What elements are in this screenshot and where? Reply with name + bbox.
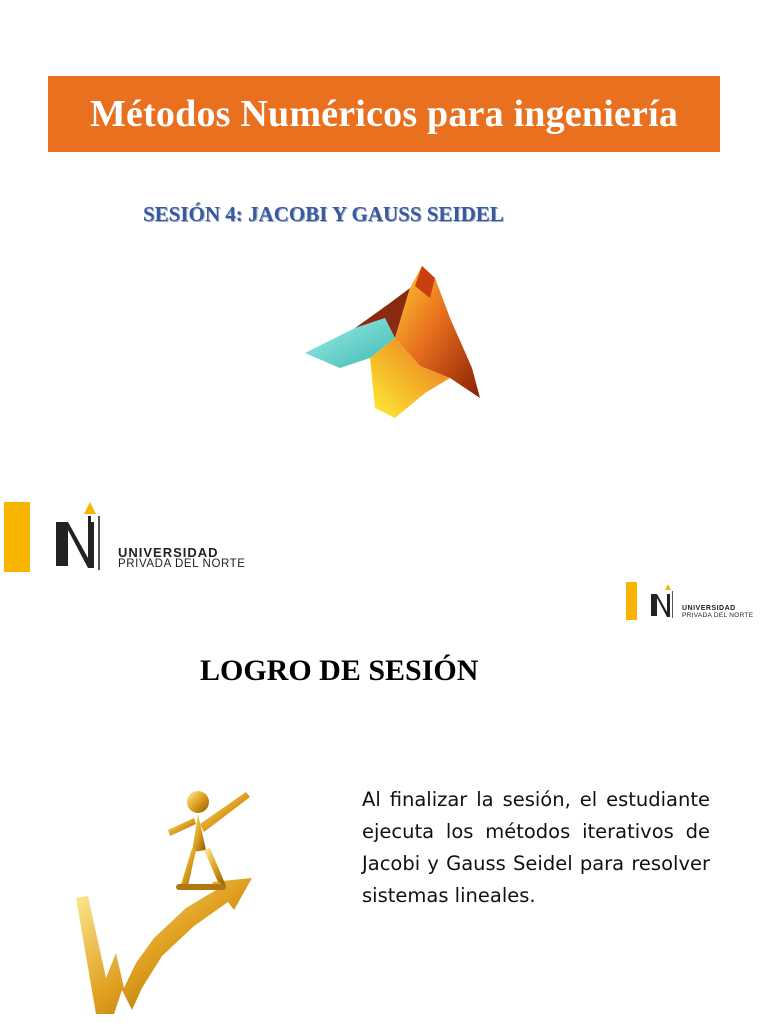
upn-logo-large: [0, 498, 290, 576]
logo-small-line-1: UNIVERSIDAD: [682, 605, 736, 612]
session-title: SESIÓN 4: JACOBI Y GAUSS SEIDEL: [143, 202, 504, 226]
upn-logo-icon: [54, 500, 110, 572]
upn-logo-icon-small: [650, 581, 678, 621]
logo-small-line-2: PRIVADA DEL NORTE: [682, 612, 754, 619]
matlab-membrane-logo: [300, 258, 490, 428]
section-heading: LOGRO DE SESIÓN: [200, 654, 479, 687]
logo-bar: [4, 502, 30, 572]
stick-figure-on-arrow: [66, 778, 266, 1018]
upn-logo-small: [622, 580, 768, 624]
logo-line-1: UNIVERSIDAD: [118, 545, 219, 560]
achievement-text: Al finalizar la sesión, el estudiante ejecuta los métodos iterativos de Jacobi y Gauss Seidel para resolver sistemas lineales.: [362, 788, 710, 907]
title-banner: [48, 76, 720, 152]
logo-line-2: PRIVADA DEL NORTE: [118, 558, 246, 570]
slide-title: Métodos Numéricos para ingeniería: [89, 93, 679, 135]
logo-bar-small: [626, 582, 637, 620]
